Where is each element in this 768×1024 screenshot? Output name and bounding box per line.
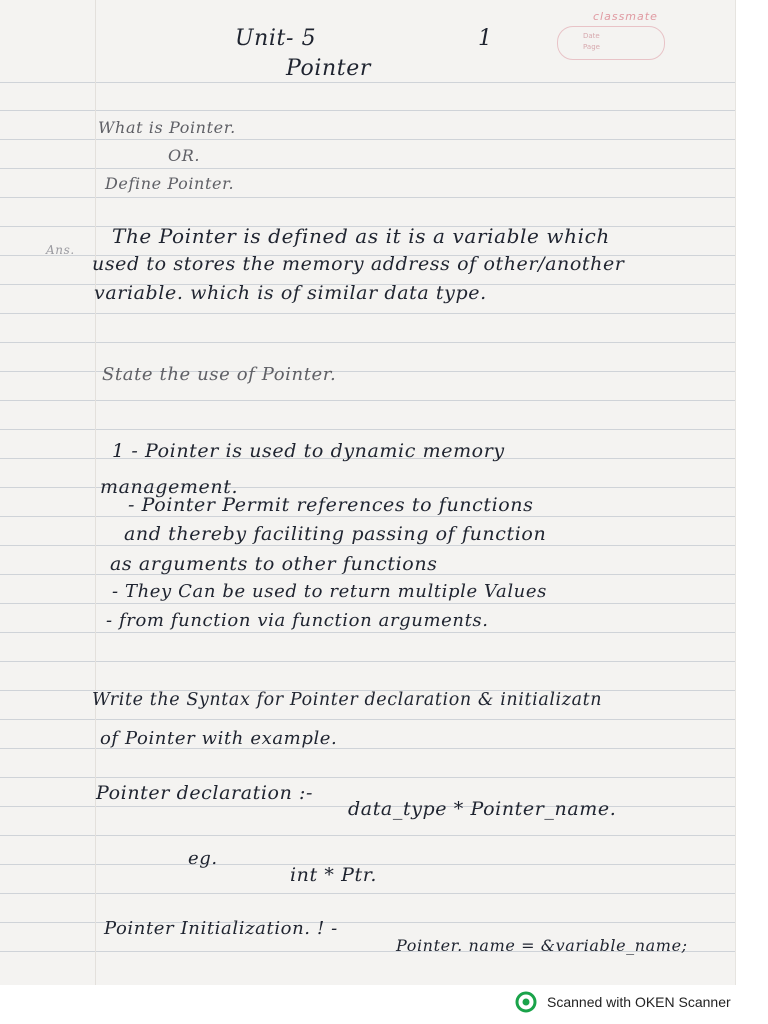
ruled-line xyxy=(0,82,735,83)
brand-frame xyxy=(557,26,665,60)
initialization-syntax: Pointer. name = &variable_name; xyxy=(396,936,688,955)
ruled-line xyxy=(0,893,735,894)
answer-2-line: as arguments to other functions xyxy=(110,553,438,575)
ruled-line xyxy=(0,632,735,633)
scanner-text: Scanned with OKEN Scanner xyxy=(547,994,731,1010)
answer-2-line: - Pointer Permit references to functions xyxy=(128,494,534,516)
answer-2-line: - They Can be used to return multiple Values xyxy=(112,581,547,602)
answer-2-line: 1 - Pointer is used to dynamic memory xyxy=(112,440,505,462)
answer-1-line: used to stores the memory address of other/another xyxy=(92,253,625,275)
unit-heading: Unit- 5 xyxy=(235,26,317,51)
scanner-logo-icon xyxy=(515,991,537,1013)
ruled-line xyxy=(0,516,735,517)
question-3-line: Write the Syntax for Pointer declaration & initializatn xyxy=(92,690,603,710)
ruled-line xyxy=(0,168,735,169)
topic-heading: Pointer xyxy=(286,56,371,81)
ruled-line xyxy=(0,719,735,720)
initialization-heading: Pointer Initialization. ! - xyxy=(104,918,338,939)
ruled-line xyxy=(0,603,735,604)
margin-line xyxy=(95,0,96,985)
example-code: int * Ptr. xyxy=(290,864,377,886)
ruled-line xyxy=(0,139,735,140)
ruled-line xyxy=(0,777,735,778)
example-label: eg. xyxy=(188,848,218,869)
ruled-line xyxy=(0,197,735,198)
brand-date-field: Date xyxy=(583,32,600,40)
question-3-line: of Pointer with example. xyxy=(100,728,338,749)
question-2: State the use of Pointer. xyxy=(102,364,337,385)
notebook-brand-stamp xyxy=(553,10,673,62)
ruled-line xyxy=(0,400,735,401)
ruled-line xyxy=(0,545,735,546)
scanner-watermark xyxy=(515,990,731,1014)
ruled-line xyxy=(0,110,735,111)
answer-2-line: and thereby faciliting passing of function xyxy=(124,523,547,545)
page-number: 1 xyxy=(478,26,493,51)
question-1: What is Pointer. xyxy=(98,118,236,137)
answer-2-line: management. xyxy=(100,476,239,498)
ruled-line xyxy=(0,342,735,343)
brand-name: classmate xyxy=(593,10,658,23)
declaration-syntax: data_type * Pointer_name. xyxy=(348,798,617,820)
declaration-heading: Pointer declaration :- xyxy=(96,782,314,804)
brand-page-field: Page xyxy=(583,43,600,51)
answer-marker: Ans. xyxy=(46,243,75,257)
ruled-line xyxy=(0,661,735,662)
ruled-line xyxy=(0,429,735,430)
ruled-line xyxy=(0,835,735,836)
question-1-alt: Define Pointer. xyxy=(105,174,235,193)
question-1-or: OR. xyxy=(168,146,201,165)
answer-1-line: variable. which is of similar data type. xyxy=(94,282,487,304)
answer-2-line: - from function via function arguments. xyxy=(106,610,489,631)
answer-1-line: The Pointer is defined as it is a variable which xyxy=(112,224,610,248)
ruled-line xyxy=(0,313,735,314)
